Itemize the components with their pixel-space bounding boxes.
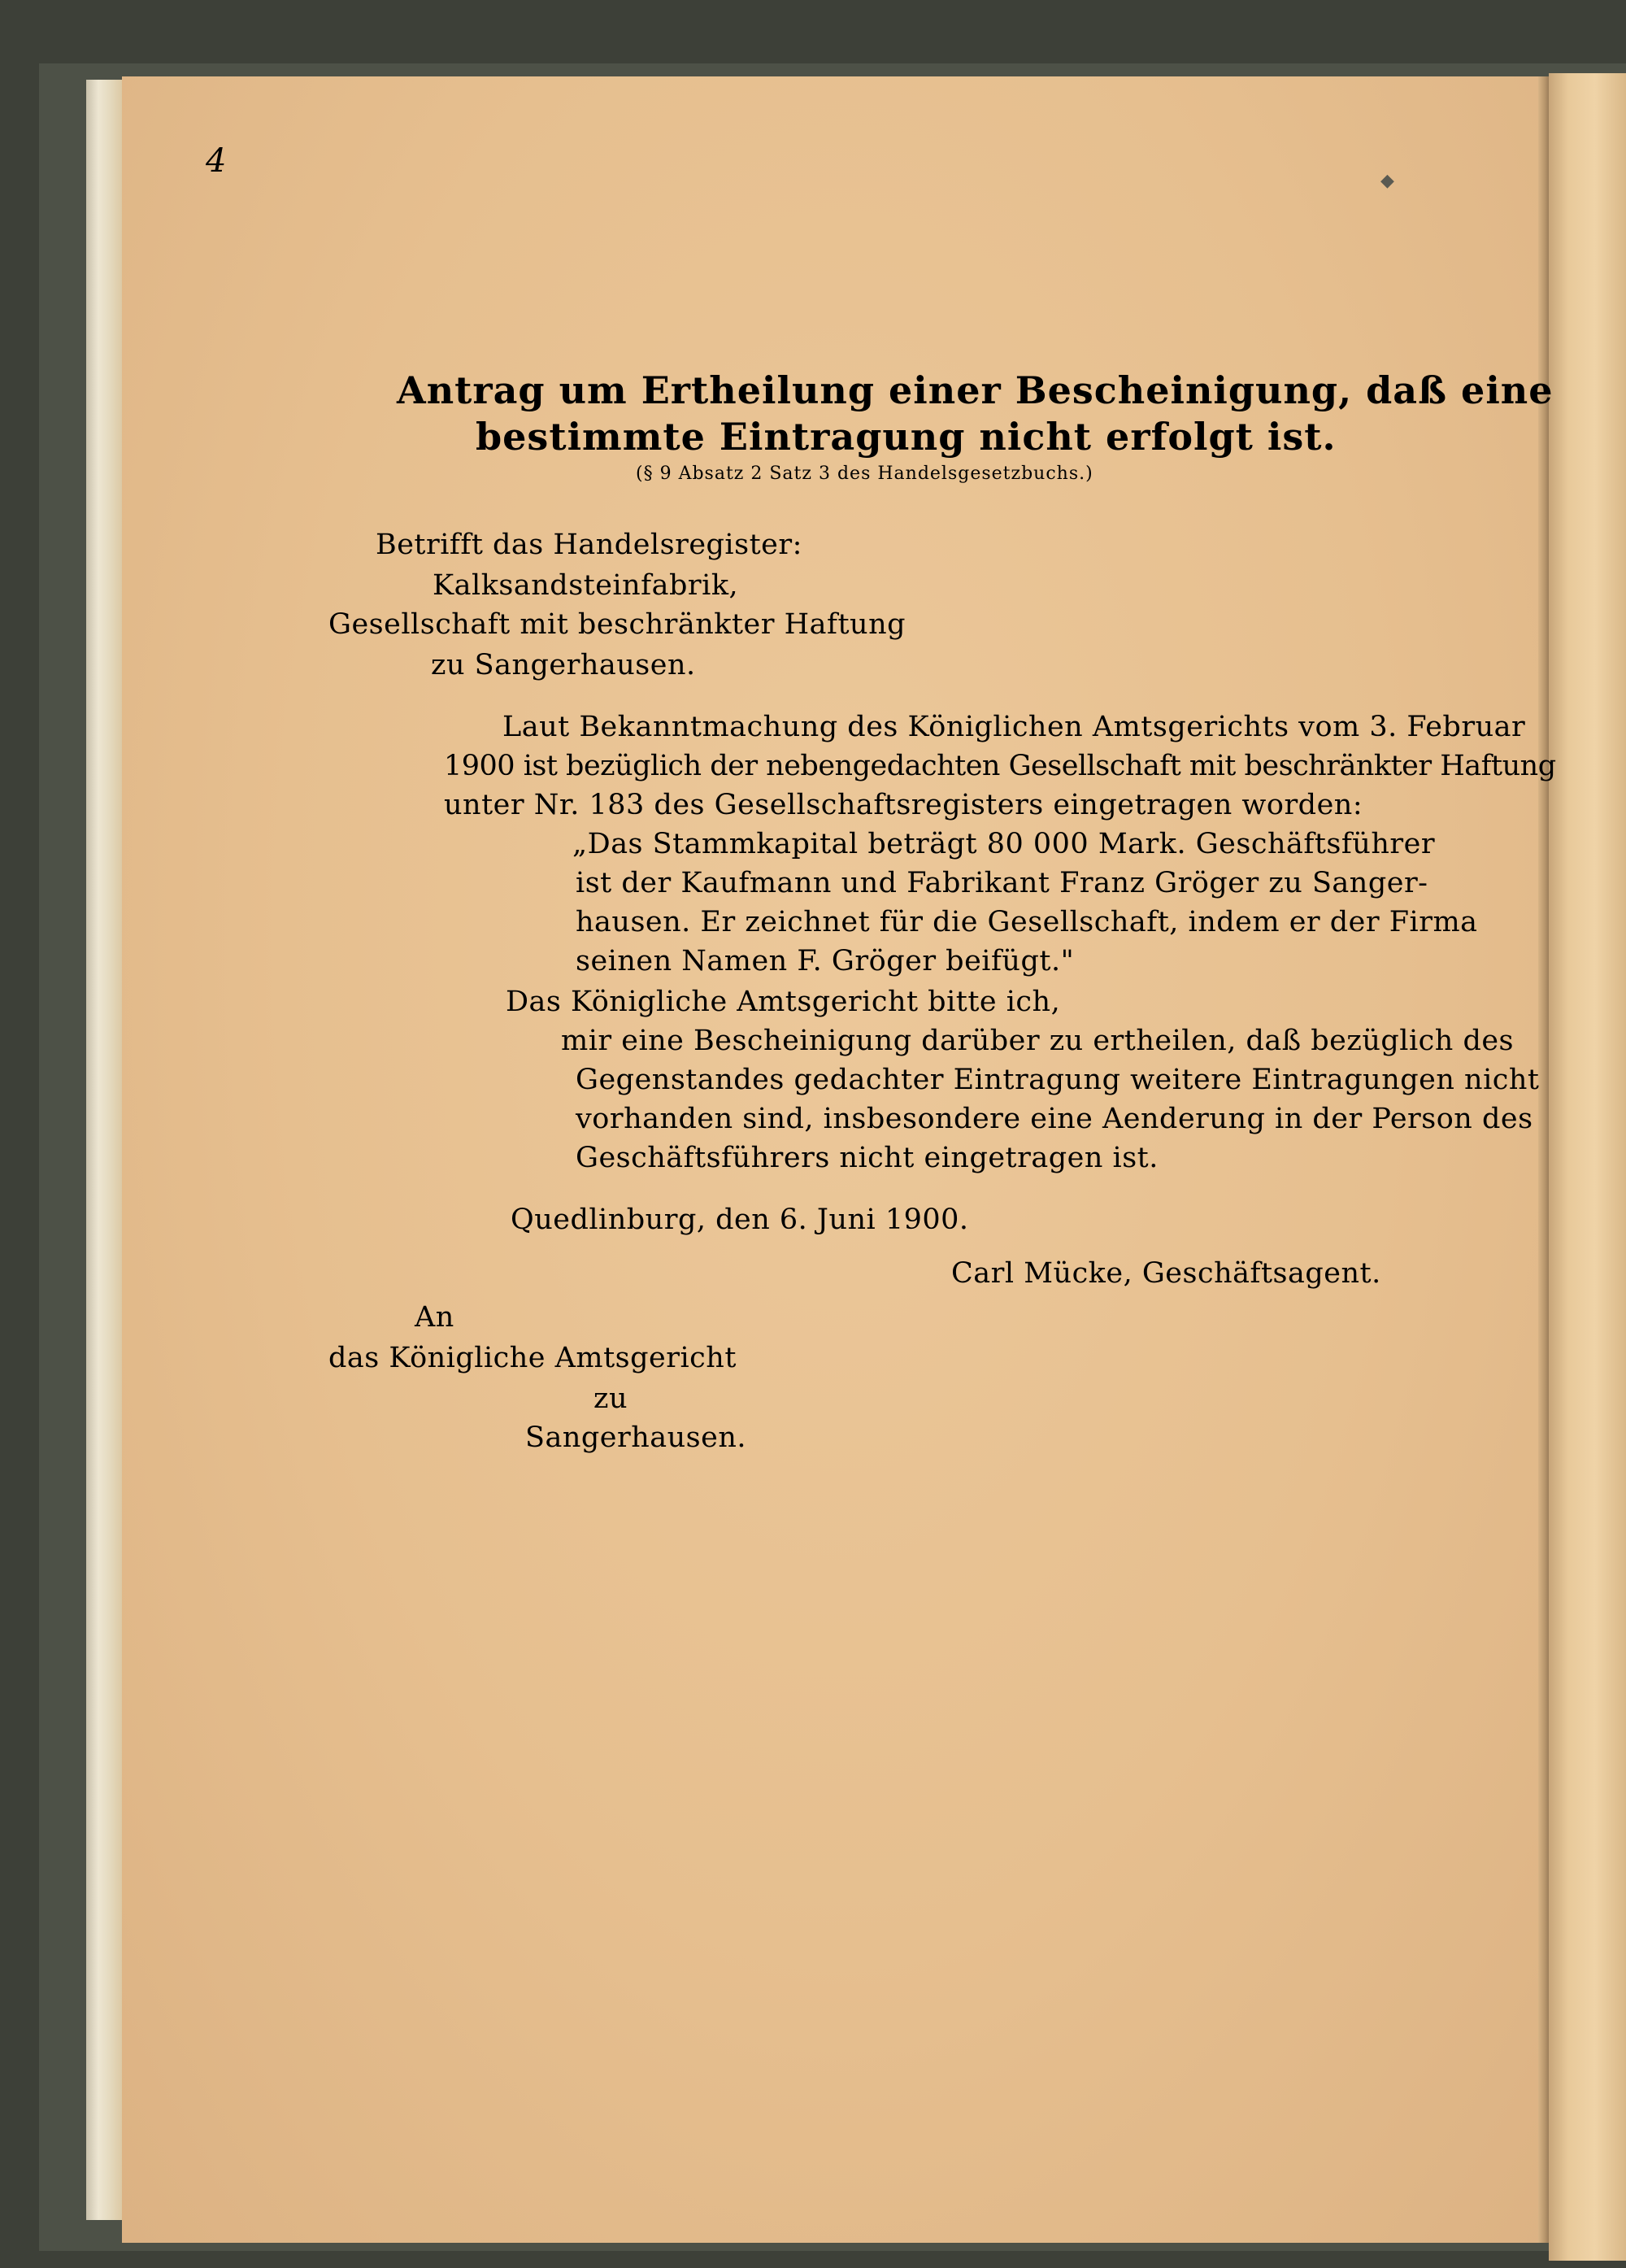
quote-line-1: „Das Stammkapital beträgt 80 000 Mark. Geschäftsführer [572,828,1436,860]
body-line-1: Laut Bekanntmachung des Königlichen Amtsgerichts vom 3. Februar [502,711,1526,743]
signature: Carl Mücke, Geschäftsagent. [951,1257,1381,1290]
ornament-mark: ◆ [1380,171,1394,191]
page-number: 4 [206,142,227,180]
request-line-1: Das Königliche Amtsgericht bitte ich, [506,986,1061,1018]
recipient-line-3: zu [593,1382,628,1415]
body-line-2: 1900 ist bezüglich der nebengedachten Gesellschaft mit beschränkter Haftung [444,750,1556,782]
place-date: Quedlinburg, den 6. Juni 1900. [511,1204,969,1236]
request-line-2: mir eine Bescheinigung darüber zu ertheilen, daß bezüglich des [561,1025,1515,1057]
quote-line-2: ist der Kaufmann und Fabrikant Franz Gröger zu Sanger- [576,867,1428,899]
recipient-line-1: An [415,1301,454,1334]
request-line-5: Geschäftsführers nicht eingetragen ist. [576,1142,1159,1174]
statute-reference: (§ 9 Absatz 2 Satz 3 des Handelsgesetzbuchs.) [636,464,1093,484]
request-line-3: Gegenstandes gedachter Eintragung weitere Eintragungen nicht [576,1064,1540,1096]
subject-line-1: Betrifft das Handelsregister: [376,529,802,561]
title-line-1: Antrag um Ertheilung einer Bescheinigung, daß eine [397,368,1554,412]
title-line-2: bestimmte Eintragung nicht erfolgt ist. [476,415,1337,459]
body-line-3: unter Nr. 183 des Gesellschaftsregisters eingetragen worden: [444,789,1363,821]
subject-line-4: zu Sangerhausen. [431,649,696,681]
subject-line-2: Kalksandsteinfabrik, [433,569,739,602]
quote-line-4: seinen Namen F. Gröger beifügt." [576,945,1075,977]
page-edges [86,80,127,2220]
facing-page-edge [1549,73,1626,2261]
subject-line-3: Gesellschaft mit beschränkter Haftung [328,608,906,641]
quote-line-3: hausen. Er zeichnet für die Gesellschaft, indem er der Firma [576,906,1478,938]
recipient-line-4: Sangerhausen. [525,1421,747,1454]
request-line-4: vorhanden sind, insbesondere eine Aenderung in der Person des [576,1103,1533,1135]
recipient-line-2: das Königliche Amtsgericht [328,1342,737,1374]
